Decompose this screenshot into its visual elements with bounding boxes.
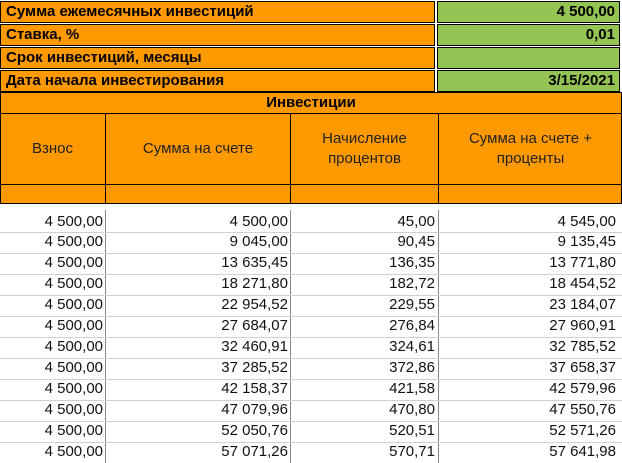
cell-balance[interactable]: 9 045,00	[229, 233, 288, 250]
column-divider	[105, 114, 106, 204]
cell-balance-plus-interest[interactable]: 27 960,91	[549, 317, 616, 334]
param-value[interactable]: 0,01	[437, 24, 620, 46]
param-row-monthly-investment	[0, 1, 622, 23]
column-header-balance-plus-interest[interactable]: Сумма на счете + проценты	[468, 130, 593, 167]
cell-interest[interactable]: 570,71	[389, 443, 435, 460]
column-header-contribution[interactable]: Взнос	[31, 140, 73, 157]
cell-balance-plus-interest[interactable]: 18 454,52	[549, 275, 616, 292]
cell-balance[interactable]: 37 285,52	[221, 359, 288, 376]
param-label[interactable]: Ставка, %	[0, 24, 435, 46]
cell-contribution[interactable]: 4 500,00	[44, 254, 103, 271]
cell-interest[interactable]: 372,86	[389, 359, 435, 376]
cell-interest[interactable]: 470,80	[389, 401, 435, 418]
param-value[interactable]	[437, 47, 620, 69]
cell-contribution[interactable]: 4 500,00	[44, 275, 103, 292]
table-row	[0, 337, 622, 357]
cell-interest[interactable]: 90,45	[397, 233, 435, 250]
cell-balance[interactable]: 13 635,45	[221, 254, 288, 271]
cell-balance[interactable]: 22 954,52	[221, 296, 288, 313]
cell-interest[interactable]: 421,58	[389, 380, 435, 397]
table-row	[0, 295, 622, 315]
cell-contribution[interactable]: 4 500,00	[44, 296, 103, 313]
param-row-start-date	[0, 70, 622, 92]
cell-contribution[interactable]: 4 500,00	[44, 401, 103, 418]
cell-contribution[interactable]: 4 500,00	[44, 338, 103, 355]
table-row	[0, 400, 622, 420]
table-row	[0, 212, 622, 232]
param-row-term	[0, 47, 622, 69]
cell-balance-plus-interest[interactable]: 13 771,80	[549, 254, 616, 271]
cell-balance[interactable]: 57 071,26	[221, 443, 288, 460]
cell-balance[interactable]: 18 271,80	[221, 275, 288, 292]
cell-balance[interactable]: 52 050,76	[221, 422, 288, 439]
param-label[interactable]: Сумма ежемесячных инвестиций	[0, 1, 435, 23]
column-divider	[290, 114, 291, 204]
cell-balance[interactable]: 32 460,91	[221, 338, 288, 355]
cell-balance-plus-interest[interactable]: 42 579,96	[549, 380, 616, 397]
blank-header-row	[0, 184, 622, 204]
section-title[interactable]: Инвестиции	[0, 92, 622, 114]
cell-interest[interactable]: 136,35	[389, 254, 435, 271]
cell-interest[interactable]: 182,72	[389, 275, 435, 292]
param-label[interactable]: Дата начала инвестирования	[0, 70, 435, 92]
cell-balance-plus-interest[interactable]: 9 135,45	[557, 233, 616, 250]
column-header-balance[interactable]: Сумма на счете	[142, 140, 254, 157]
table-row	[0, 274, 622, 294]
table-row	[0, 232, 622, 252]
cell-balance-plus-interest[interactable]: 52 571,26	[549, 422, 616, 439]
cell-contribution[interactable]: 4 500,00	[44, 233, 103, 250]
cell-contribution[interactable]: 4 500,00	[44, 443, 103, 460]
table-row	[0, 358, 622, 378]
cell-contribution[interactable]: 4 500,00	[44, 359, 103, 376]
cell-balance[interactable]: 27 684,07	[221, 317, 288, 334]
table-row	[0, 442, 622, 462]
column-header-interest[interactable]: Начисление процентов	[322, 130, 407, 167]
cell-contribution[interactable]: 4 500,00	[44, 213, 103, 230]
cell-interest[interactable]: 520,51	[389, 422, 435, 439]
column-divider	[438, 114, 439, 204]
cell-interest[interactable]: 45,00	[397, 213, 435, 230]
cell-contribution[interactable]: 4 500,00	[44, 422, 103, 439]
table-row	[0, 379, 622, 399]
cell-interest[interactable]: 229,55	[389, 296, 435, 313]
param-value[interactable]: 3/15/2021	[437, 70, 620, 92]
param-row-rate	[0, 24, 622, 46]
cell-balance[interactable]: 4 500,00	[229, 213, 288, 230]
cell-balance-plus-interest[interactable]: 47 550,76	[549, 401, 616, 418]
cell-balance-plus-interest[interactable]: 4 545,00	[557, 213, 616, 230]
cell-interest[interactable]: 324,61	[389, 338, 435, 355]
table-row	[0, 253, 622, 273]
table-row	[0, 421, 622, 441]
cell-balance-plus-interest[interactable]: 57 641,98	[549, 443, 616, 460]
cell-contribution[interactable]: 4 500,00	[44, 380, 103, 397]
param-value[interactable]: 4 500,00	[437, 1, 620, 23]
cell-balance-plus-interest[interactable]: 32 785,52	[549, 338, 616, 355]
cell-balance[interactable]: 42 158,37	[221, 380, 288, 397]
cell-balance[interactable]: 47 079,96	[221, 401, 288, 418]
cell-balance-plus-interest[interactable]: 37 658,37	[549, 359, 616, 376]
cell-contribution[interactable]: 4 500,00	[44, 317, 103, 334]
cell-balance-plus-interest[interactable]: 23 184,07	[549, 296, 616, 313]
table-row	[0, 316, 622, 336]
param-label[interactable]: Срок инвестиций, месяцы	[0, 47, 435, 69]
cell-interest[interactable]: 276,84	[389, 317, 435, 334]
